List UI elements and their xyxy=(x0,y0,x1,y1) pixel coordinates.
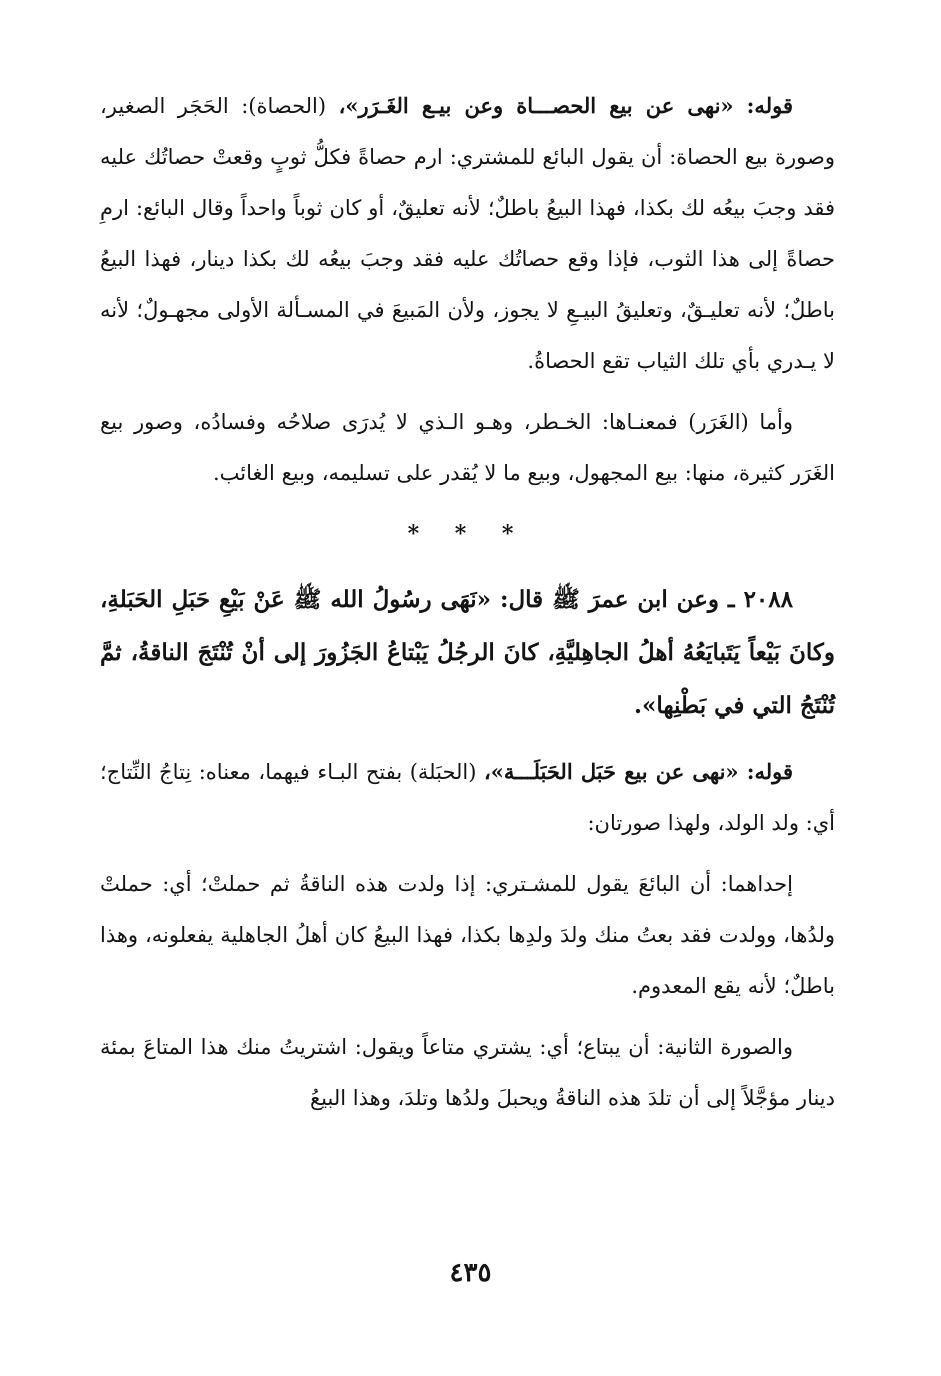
paragraph-lead: قوله: «نهى عن بيع الحصـــاة وعن بيـع الغَـرَر»، xyxy=(338,93,793,118)
paragraph-first-form xyxy=(100,859,835,1012)
paragraph-hasat xyxy=(100,80,835,387)
paragraph-text: وأما (الغَرَر) فمعنـاها: الخـطر، وهـو الـذي لا يُدرَى صلاحُه وفسادُه، وصور بيع الغَرَر كثيرة، منها: بيع المجهول، وبيع ما لا يُقدر على تسليمه، وبيع الغائب. xyxy=(100,410,835,485)
section-divider: * * * xyxy=(407,521,528,547)
paragraph-gharar xyxy=(100,397,835,499)
paragraph-second-form xyxy=(100,1022,835,1124)
paragraph-text: والصورة الثانية: أن يبتاع؛ أي: يشتري متاعاً ويقول: اشتريتُ منك هذا المتاعَ بمئة دينار مؤجَّلاً إلى أن تلدَ هذه الناقةُ ويحبلَ ولدُها وتلدَ، وهذا البيعُ xyxy=(100,1035,835,1110)
paragraph-text: إحداهما: أن البائعَ يقول للمشـتري: إذا ولدت هذه الناقةُ ثم حملتْ؛ أي: حملتْ ولدُها، وولدت فقد بعتُ منك ولدَ ولدِها بكذا، فهذا البيعُ كان أهلُ الجاهلية يفعلونه، وهذا باطلٌ؛ لأنه يقع المعدوم. xyxy=(100,872,835,998)
paragraph-text: (الحصاة): الحَجَر الصغير، وصورة بيع الحصاة: أن يقول البائع للمشتري: ارم حصاةً فكلُّ ثوبٍ وقعتْ حصاتُك عليه فقد وجبَ بيعُه لك بكذا، فهذا البيعُ باطلٌ؛ لأنه تعليقٌ، أو كان ثوباً واحداً وقال البائع: ارمِ حصاةً إلى هذا الثوب، فإذا وقع حصاتُك عليه فقد وجبَ بيعُه لك بكذا دينار، فهذا البيعُ باطلٌ؛ لأنه تعليـقٌ، وتعليقُ البيـعِ لا يجوز، ولأن المَبيعَ في المسـألة الأولى مجهـولٌ؛ لأنه لا يـدري بأي تلك الثياب تقع الحصاةُ. xyxy=(100,94,835,373)
paragraph-habal xyxy=(100,746,835,849)
page-number: ٤٣٥ xyxy=(449,1258,492,1288)
hadith-text: ٢٠٨٨ ـ وعن ابن عمرَ ﷺ قال: «نَهَى رسُولُ الله ﷺ عَنْ بَيْعِ حَبَلِ الحَبَلةِ، وكانَ بَيْعاً يَتَبايَعُهُ أهلُ الجاهِليَّةِ، كانَ الرجُلُ يَبْتاعُ الجَزُورَ إلى أنْ تُنْتَجَ الناقةُ، ثمَّ تُنْتَجُ التي في بَطْنِها». xyxy=(100,586,835,719)
paragraph-text: (الحبَلة) بفتح البـاء فيهما، معناه: نِتاجُ النِّتاج؛ أي: ولد الولد، ولهذا صورتان: xyxy=(100,760,835,835)
page-body xyxy=(100,80,835,1134)
paragraph-lead: قوله: «نهى عن بيع حَبَل الحَبَلَـــة»، xyxy=(483,759,793,784)
